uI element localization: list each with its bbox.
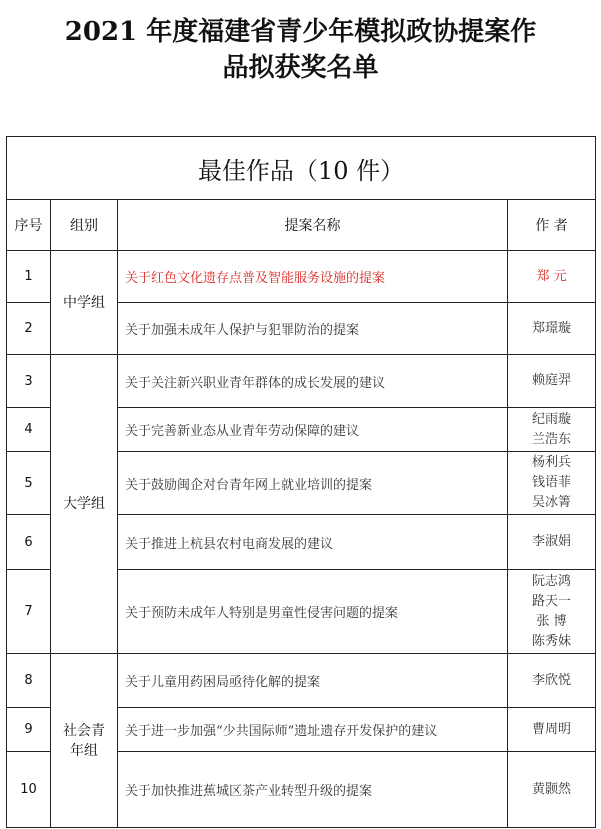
row-index: 1: [7, 251, 51, 303]
author-name: 阮志鸿: [532, 573, 572, 589]
proposal-title: 关于加快推进蕉城区茶产业转型升级的提案: [118, 752, 508, 828]
proposal-title: 关于鼓励闽企对台青年网上就业培训的提案: [118, 452, 508, 515]
author-name: 张 博: [536, 613, 567, 629]
author-cell: [508, 708, 596, 752]
table-row: [7, 654, 596, 708]
row-index: 10: [7, 752, 51, 828]
row-index: 6: [7, 515, 51, 570]
author-cell: [508, 408, 596, 452]
author-name: 杨利兵: [532, 455, 572, 470]
author-name: 曹周明: [532, 721, 572, 737]
document-title-line-1: 2021 年度福建省青少年模拟政协提案作: [64, 17, 537, 47]
row-index: 4: [7, 408, 51, 452]
row-index: 9: [7, 708, 51, 752]
group-label: 社会青: [63, 722, 105, 739]
proposal-title: 关于完善新业态从业青年劳动保障的建议: [118, 408, 508, 452]
table-row: [7, 251, 596, 303]
proposal-title: 关于关注新兴职业青年群体的成长发展的建议: [118, 355, 508, 408]
row-index: 8: [7, 654, 51, 708]
author-name: 李欣悦: [532, 672, 572, 688]
row-index: 2: [7, 303, 51, 355]
proposal-title: 关于加强未成年人保护与犯罪防治的提案: [118, 303, 508, 355]
author-cell: [508, 355, 596, 408]
author-name: 李淑娟: [532, 534, 572, 549]
author-name: 路天一: [532, 593, 572, 609]
author-name: 赖庭羿: [532, 373, 572, 388]
group-label: 中学组: [63, 294, 105, 311]
author-name: 郑 元: [536, 268, 567, 284]
section-title: 最佳作品（10 件）: [7, 137, 596, 200]
row-index: 7: [7, 570, 51, 654]
header-proposal: 提案名称: [118, 200, 508, 251]
group-university: [51, 355, 118, 654]
author-name: 吴冰箐: [532, 495, 572, 510]
header-group: 组别: [51, 200, 118, 251]
group-social-youth: [51, 654, 118, 828]
proposal-title: 关于红色文化遗存点普及智能服务设施的提案: [118, 251, 508, 303]
group-label: 大学组: [63, 496, 105, 512]
author-name: 兰浩东: [532, 431, 572, 447]
header-index: 序号: [7, 200, 51, 251]
proposal-title: 关于预防未成年人特别是男童性侵害问题的提案: [118, 570, 508, 654]
document-title: [0, 14, 601, 86]
author-cell: [508, 570, 596, 654]
author-name: 陈秀妹: [532, 633, 572, 649]
header-author: 作 者: [508, 200, 596, 251]
author-cell: [508, 752, 596, 828]
author-name: 黄颢然: [532, 781, 572, 797]
group-middle-school: [51, 251, 118, 355]
proposal-title: 关于进一步加强“少共国际师”遗址遗存开发保护的建议: [118, 708, 508, 752]
author-cell: [508, 251, 596, 303]
table-row: [7, 355, 596, 408]
author-cell: [508, 654, 596, 708]
row-index: 5: [7, 452, 51, 515]
row-index: 3: [7, 355, 51, 408]
author-name: 郑璟璇: [532, 320, 572, 336]
author-cell: [508, 303, 596, 355]
author-cell: [508, 452, 596, 515]
author-cell: [508, 515, 596, 570]
awards-table: [6, 136, 596, 828]
proposal-title: 关于儿童用药困局亟待化解的提案: [118, 654, 508, 708]
author-name: 纪雨璇: [532, 411, 572, 427]
proposal-title: 关于推进上杭县农村电商发展的建议: [118, 515, 508, 570]
document-title-line-2: 品拟获奖名单: [222, 53, 379, 83]
group-label: 年组: [70, 742, 98, 759]
author-name: 钱语菲: [532, 475, 572, 490]
